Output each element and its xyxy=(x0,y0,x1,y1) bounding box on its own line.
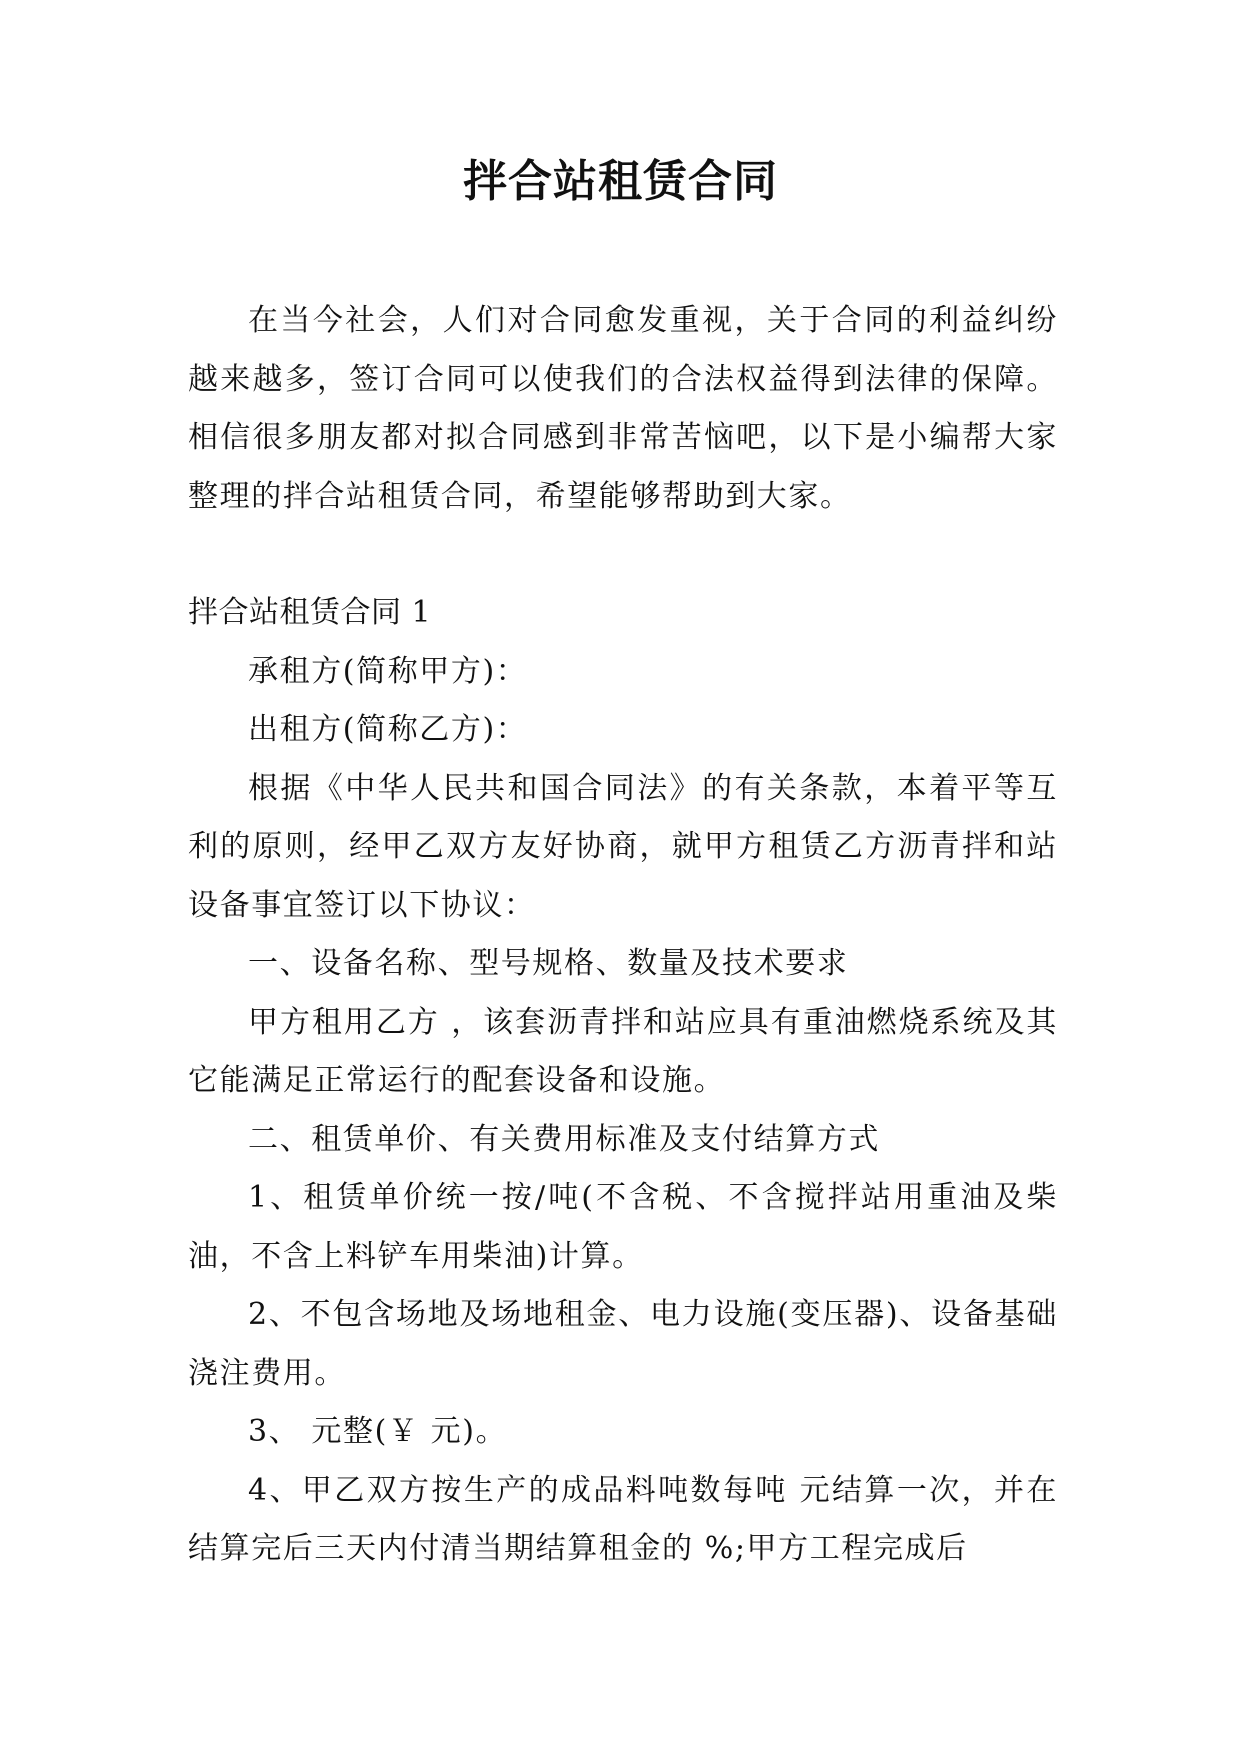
clause-heading-1: 一、设备名称、型号规格、数量及技术要求 xyxy=(248,946,849,981)
document-title: 拌合站租赁合同 xyxy=(463,156,778,207)
paragraph-basis: 根据《中华人民共和国合同法》的有关条款，本着平等互利的原则，经甲乙双方友好协商，就甲方租赁乙方沥青拌和站设备事宜签订以下协议： xyxy=(188,770,1058,923)
paragraph-lessee: 承租方(简称甲方)： xyxy=(248,653,528,689)
paragraph-lessor: 出租方(简称乙方)： xyxy=(248,712,528,747)
item-2: 2、不包含场地及场地租金、电力设施(变压器)、设备基础浇注费用。 xyxy=(188,1297,1058,1391)
item-3: 3、 元整(￥ 元)。 xyxy=(248,1414,508,1449)
document-body xyxy=(188,292,1058,1579)
item-4: 4、甲乙双方按生产的成品料吨数每吨 元结算一次，并在结算完后三天内付清当期结算租金的 %;甲方工程完成后 xyxy=(188,1472,1058,1566)
section-title: 拌合站租赁合同 1 xyxy=(188,595,432,630)
paragraph-equipment: 甲方租用乙方 ，该套沥青拌和站应具有重油燃烧系统及其它能满足正常运行的配套设备和设施。 xyxy=(188,1004,1058,1098)
clause-heading-2: 二、租赁单价、有关费用标准及支付结算方式 xyxy=(248,1121,880,1157)
item-1: 1、租赁单价统一按/吨(不含税、不含搅拌站用重油及柴油，不含上料铲车用柴油)计算。 xyxy=(188,1180,1058,1274)
intro-paragraph: 在当今社会，人们对合同愈发重视，关于合同的利益纠纷越来越多，签订合同可以使我们的合法权益得到法律的保障。相信很多朋友都对拟合同感到非常苦恼吧，以下是小编帮大家整理的拌合站租赁合同，希望能够帮助到大家。 xyxy=(188,303,1058,514)
